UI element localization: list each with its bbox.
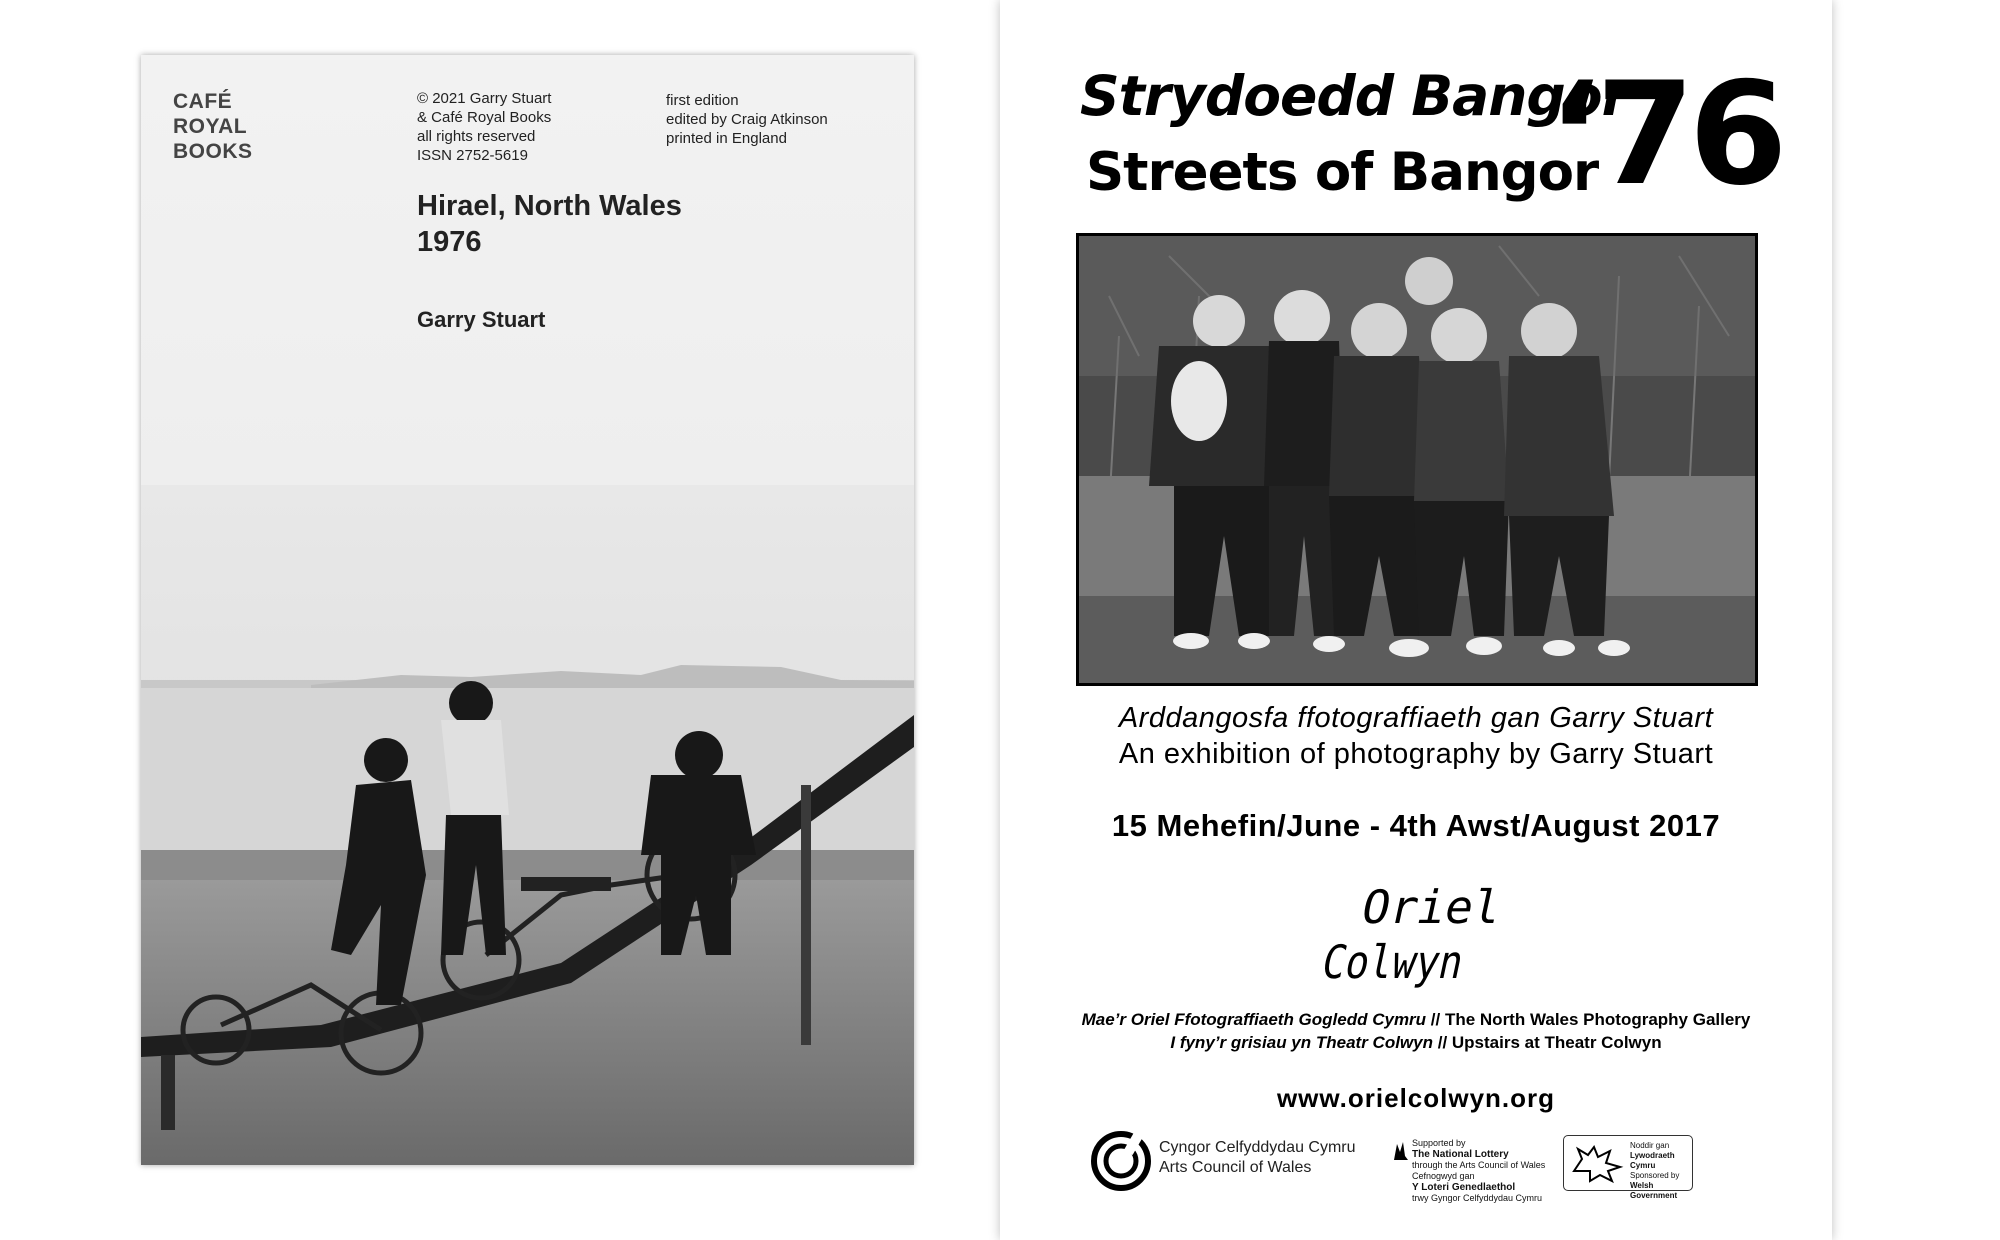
logo-line-2: Colwyn xyxy=(1317,935,1495,989)
sponsor-logos xyxy=(1090,1128,1750,1203)
poster-photograph xyxy=(1076,233,1758,686)
colophon-line: printed in England xyxy=(666,130,787,147)
poster-title-english: Streets of Bangor xyxy=(1086,142,1599,203)
arts-council-english: Arts Council of Wales xyxy=(1159,1159,1312,1176)
colophon-line: & Café Royal Books xyxy=(417,109,552,126)
lottery-fingers-icon xyxy=(1390,1140,1410,1164)
colophon-line: edited by Craig Atkinson xyxy=(666,111,828,128)
oriel-colwyn-logo xyxy=(1317,868,1507,998)
subtitle-welsh: Arddangosfa ffotograffiaeth gan Garry Stuart xyxy=(1118,702,1714,734)
book-title-year: 1976 xyxy=(417,226,482,258)
colophon-line: all rights reserved xyxy=(417,128,536,145)
gallery-name-welsh: Mae’r Oriel Ffotograffiaeth Gogledd Cymru xyxy=(1081,1010,1427,1029)
book-cover xyxy=(141,55,914,1165)
welsh-dragon-icon xyxy=(1570,1141,1624,1183)
arts-council-welsh: Cyngor Celfyddydau Cymru xyxy=(1159,1139,1356,1156)
lottery-welsh-supported: Cefnogwyd gan xyxy=(1412,1171,1475,1181)
welsh-government-badge xyxy=(1563,1135,1693,1200)
gallery-name-english: // The North Wales Photography Gallery xyxy=(1426,1010,1751,1029)
gallery-location-welsh: I fyny’r grisiau yn Theatr Colwyn xyxy=(1170,1033,1433,1052)
colophon-line: © 2021 Garry Stuart xyxy=(417,90,552,107)
book-author: Garry Stuart xyxy=(417,307,546,332)
lottery-welsh-name: Y Loteri Genedlaethol xyxy=(1412,1182,1516,1193)
subtitle-english: An exhibition of photography by Garry Stuart xyxy=(1118,738,1714,770)
logo-line-1: Oriel xyxy=(1356,880,1507,934)
welsh-government-text xyxy=(1630,1141,1692,1201)
colophon-edition xyxy=(666,91,828,148)
book-title-line: Hirael, North Wales xyxy=(417,190,682,222)
poster-title-welsh: Strydoedd Bangor xyxy=(1080,64,1628,128)
gov-name-welsh: Lywodraeth Cymru xyxy=(1630,1151,1675,1170)
gov-funded-english: Sponsored by xyxy=(1630,1171,1680,1180)
website-url[interactable]: www.orielcolwyn.org xyxy=(1276,1083,1556,1113)
gov-funded-welsh: Noddir gan xyxy=(1630,1141,1670,1150)
gov-name-english: Welsh Government xyxy=(1630,1181,1678,1200)
publisher-line: ROYAL xyxy=(173,115,248,138)
colophon-line: first edition xyxy=(666,92,739,109)
gallery-location-english: // Upstairs at Theatr Colwyn xyxy=(1433,1033,1662,1052)
exhibition-dates: 15 Mehefin/June - 4th Awst/August 2017 xyxy=(1111,808,1721,843)
national-lottery-text xyxy=(1412,1138,1545,1204)
colophon-line: ISSN 2752-5619 xyxy=(417,147,528,164)
lottery-name: The National Lottery xyxy=(1412,1149,1509,1160)
lottery-supported: Supported by xyxy=(1412,1138,1466,1148)
gallery-location xyxy=(1000,1033,1832,1053)
poster-year: ‘76 xyxy=(1548,52,1782,217)
arts-council-icon xyxy=(1090,1130,1152,1192)
publisher-logo xyxy=(173,89,293,164)
publisher-line: BOOKS xyxy=(173,140,253,163)
cover-photograph xyxy=(141,485,914,1165)
book-title xyxy=(417,188,682,260)
lottery-welsh-through: trwy Gyngor Celfyddydau Cymru xyxy=(1412,1193,1543,1203)
gallery-name xyxy=(1000,1010,1832,1030)
arts-council-text xyxy=(1159,1138,1356,1178)
exhibition-poster xyxy=(1000,0,1832,1240)
publisher-line: CAFÉ xyxy=(173,90,233,113)
colophon-copyright xyxy=(417,89,551,165)
lottery-through: through the Arts Council of Wales xyxy=(1412,1160,1546,1170)
